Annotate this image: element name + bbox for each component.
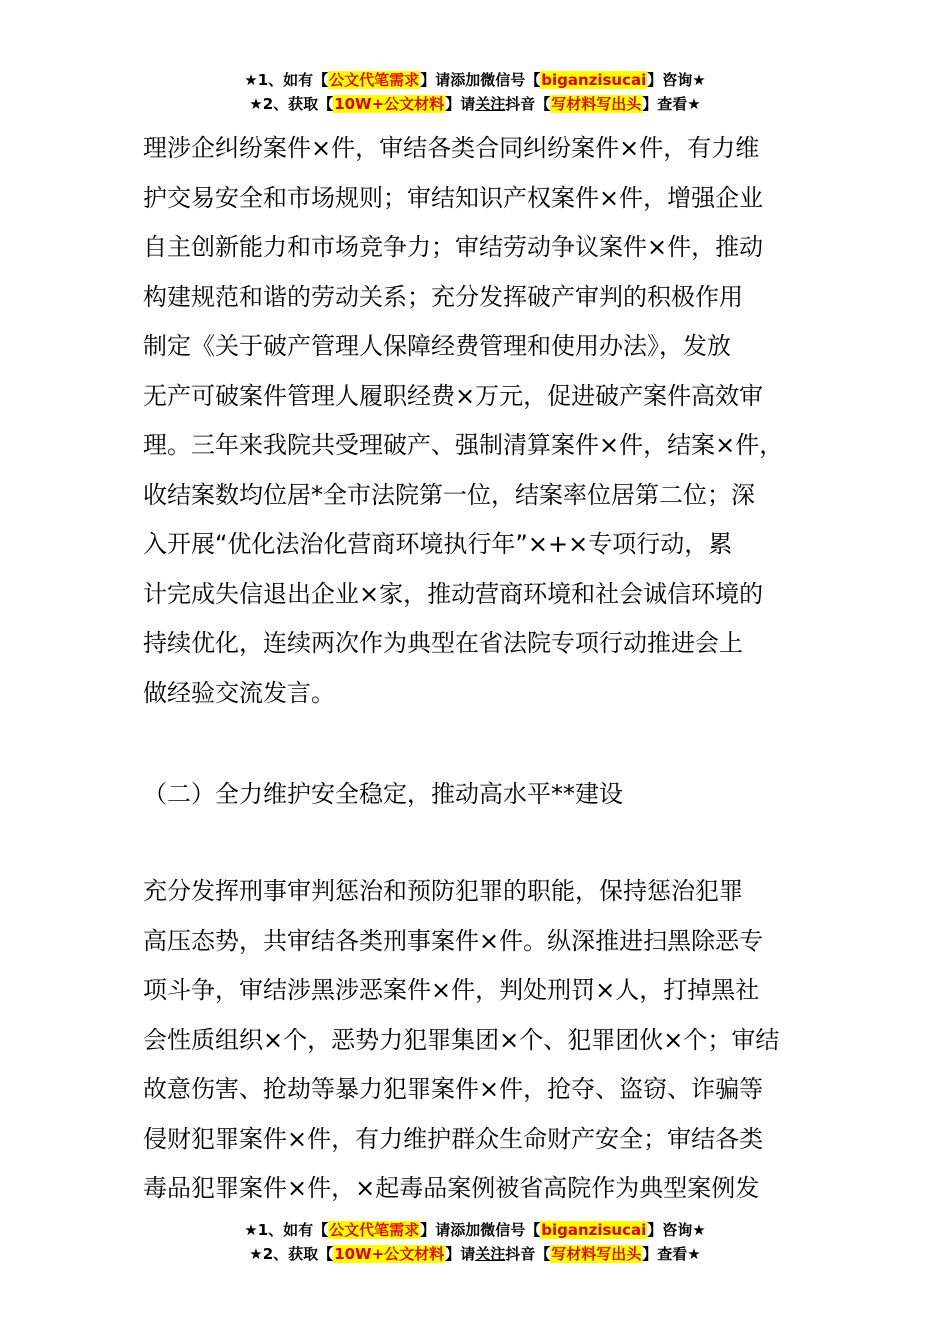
- highlight-text: 公文代笔需求: [329, 71, 420, 89]
- highlight-text: 10W+公文材料: [334, 95, 445, 113]
- wechat-id: biganzisucai: [541, 1221, 647, 1239]
- banner-line-2: ★2、获取【10W+公文材料】请关注抖音【写材料写出头】查看★: [249, 1245, 701, 1263]
- paragraph-1: 理涉企纠纷案件×件，审结各类合同纠纷案件×件，有力维 护交易安全和市场规则；审结知识产权案件×件，增强企业 自主创新能力和市场竞争力；审结劳动争议案件×件，推动 构建规范和谐的劳动关系；充分发挥破产审判的积极作用 制定《关于破产管理人保障经费管理和使用办法》，发放 无产可破案件管理人履职经费×万元，促进破产案件高效审 理。三年来我院共受理破产、强制清算案件×件，结案×件， 收结案数均位居*全市法院第一位，结案率位居第二位；深 入开展“优化法治化营商环境执行年”×+×专项行动，累 计完成失信退出企业×家，推动营商环境和社会诚信环境的 持续优化，连续两次作为典型在省法院专项行动推进会上 做经验交流发言。: [143, 134, 784, 707]
- banner-line-2: ★2、获取【10W+公文材料】请关注抖音【写材料写出头】查看★: [249, 95, 701, 113]
- header-banner: [0, 68, 950, 116]
- highlight-text: 10W+公文材料: [334, 1245, 445, 1263]
- section-heading: （二）全力维护安全稳定，推动高水平**建设: [143, 780, 623, 808]
- wechat-id: biganzisucai: [541, 71, 647, 89]
- paragraph-2: 充分发挥刑事审判惩治和预防犯罪的职能，保持惩治犯罪 高压态势，共审结各类刑事案件×件。纵深推进扫黑除恶专 项斗争，审结涉黑涉恶案件×件，判处刑罚×人，打掉黑社 会性质组织×个，恶势力犯罪集团×个、犯罪团伙×个；审结 故意伤害、抢劫等暴力犯罪案件×件，抢夺、盗窃、诈骗等 侵财犯罪案件×件，有力维护群众生命财产安全；审结各类 毒品犯罪案件×件，×起毒品案例被省高院作为典型案例发: [143, 877, 780, 1202]
- highlight-text: 公文代笔需求: [329, 1221, 420, 1239]
- douyin-account: 写材料写出头: [551, 95, 642, 113]
- banner-line-1: ★1、如有【公文代笔需求】请添加微信号【biganzisucai】咨询★: [244, 1221, 706, 1239]
- douyin-account: 写材料写出头: [551, 1245, 642, 1263]
- footer-banner: [0, 1218, 950, 1266]
- banner-line-1: ★1、如有【公文代笔需求】请添加微信号【biganzisucai】咨询★: [244, 71, 706, 89]
